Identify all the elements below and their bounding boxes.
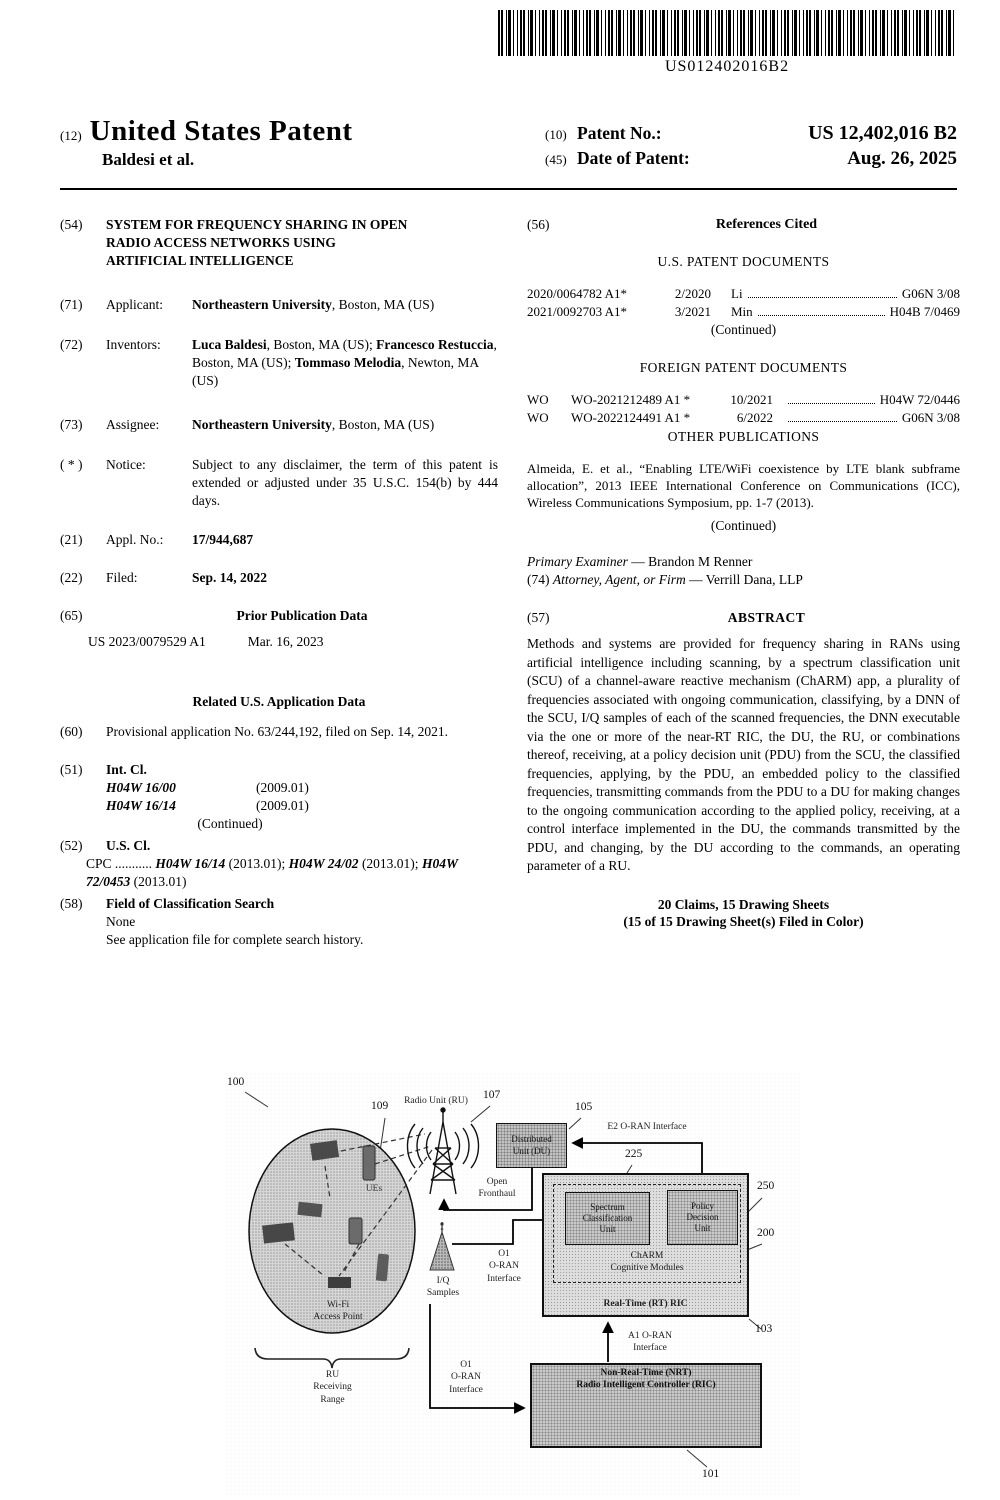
inventor-1: Luca Baldesi	[192, 336, 267, 352]
foreign-ref-row	[527, 391, 960, 408]
foreign-number: WO-2021212489 A1 *	[571, 392, 691, 408]
foreign-ref-row	[527, 409, 960, 426]
us-ref-date: 2/2020	[674, 285, 711, 301]
patent-no-label: Patent No.:	[577, 123, 662, 143]
related-block	[60, 723, 498, 741]
prior-pub-data	[60, 633, 498, 651]
kind-code-prefix: (12)	[60, 128, 82, 143]
open-fronthaul-label	[463, 1176, 531, 1201]
related-num: (60)	[60, 724, 83, 740]
appl-no-block	[60, 531, 498, 549]
claims-line-1: 20 Claims, 15 Drawing Sheets	[657, 896, 830, 912]
du-label-1: Distributed	[511, 1134, 552, 1145]
notice-num: ( * )	[60, 456, 83, 472]
us-ref-class: G06N 3/08	[901, 285, 960, 301]
patent-date: Aug. 26, 2025	[847, 148, 957, 169]
dot-leader	[758, 315, 885, 316]
page-title: United States Patent	[89, 115, 353, 147]
foreign-docs-heading: FOREIGN PATENT DOCUMENTS	[639, 360, 848, 376]
foreign-country: WO	[527, 410, 549, 426]
attorney-line	[527, 571, 960, 589]
a1-label-2: Interface	[633, 1343, 667, 1354]
examiner-line	[527, 553, 960, 571]
uscl-heading-row	[60, 837, 498, 855]
ref-label-225: 225	[625, 1148, 643, 1160]
cpc-block	[60, 855, 498, 891]
abstract-num: (57)	[527, 610, 550, 626]
range-label-2: Receiving	[313, 1382, 352, 1393]
appl-label: Appl. No.:	[106, 532, 164, 548]
applicant-rest: , Boston, MA (US)	[331, 296, 435, 312]
o1-upper-2: O-RAN	[488, 1261, 520, 1272]
assignee-value	[192, 416, 498, 434]
inventors-label: Inventors:	[106, 336, 161, 352]
intcl-code-1: H04W 16/00	[106, 780, 176, 796]
examiner-label: Primary Examiner	[527, 554, 628, 570]
charm-label	[555, 1250, 739, 1275]
iq-label-1: I/Q	[436, 1276, 450, 1286]
field-num: (58)	[60, 895, 83, 911]
a1-interface-label	[613, 1330, 687, 1355]
o1-interface-lower-label	[437, 1359, 495, 1396]
scu-label-3: Unit	[599, 1224, 616, 1235]
refs-heading-row	[527, 216, 960, 235]
us-ref-row	[527, 285, 960, 302]
ref-label-103: 103	[755, 1323, 773, 1335]
inventor-2-loc: , Boston, MA (US);	[192, 336, 497, 370]
left-column	[60, 216, 498, 949]
inventors-block	[60, 336, 498, 390]
ref-label-109: 109	[371, 1100, 389, 1112]
pdu-label-1: Policy	[690, 1200, 714, 1211]
foreign-class: H04W 72/0446	[879, 392, 960, 408]
radio-unit-label: Radio Unit (RU)	[404, 1096, 468, 1106]
intcl-code-2: H04W 16/14	[106, 798, 176, 814]
header-left	[60, 115, 490, 170]
applicant-value	[192, 296, 498, 314]
patent-no-prefix: (10)	[545, 127, 567, 142]
field-content	[106, 895, 498, 949]
filed-value: Sep. 14, 2022	[192, 570, 268, 586]
prior-num: (65)	[60, 608, 83, 624]
o1-lower-1: O1	[460, 1360, 472, 1370]
barcode	[498, 10, 956, 56]
notice-text: Subject to any disclaimer, the term of this patent is extended or adjusted under 35 U.S.C. 154(b) by 444 days.	[192, 456, 498, 508]
barcode-text: US012402016B2	[664, 58, 790, 75]
wifi-ap-label	[303, 1299, 373, 1324]
field-block	[60, 895, 498, 949]
abstract-heading: ABSTRACT	[727, 610, 806, 626]
assignee-name: Northeastern University	[192, 416, 332, 432]
inventor-3-loc: , Newton, MA (US)	[192, 354, 479, 388]
intcl-date-2: (2009.01)	[256, 798, 309, 814]
intcl-label: Int. Cl.	[106, 762, 147, 778]
iq-sampler-antenna-icon	[430, 1222, 454, 1270]
pdu-label-2: Decision	[686, 1211, 719, 1222]
scu-label-2: Classification	[582, 1212, 633, 1223]
ref-label-100: 100	[227, 1076, 245, 1088]
right-column	[527, 216, 960, 931]
cpc-code-1: H04W 16/14	[155, 855, 226, 871]
cpc-code-3: H04W 72/0453	[86, 855, 458, 889]
refs-num: (56)	[527, 217, 550, 232]
us-ref-name: Min	[731, 303, 753, 319]
other-pub-text: Almeida, E. et al., “Enabling LTE/WiFi coexistence by LTE blank subframe allocation”, 2013 IEEE International Conference on Communications (ICC), Wireless Communications Symposium, pp. 1-7 (2013).	[527, 460, 960, 511]
ref-label-105: 105	[575, 1101, 593, 1113]
abstract-heading-row	[527, 609, 960, 627]
foreign-number: WO-2022124491 A1 *	[571, 410, 691, 426]
us-ref-class: H04B 7/0469	[889, 303, 960, 319]
claims-line-2: (15 of 15 Drawing Sheet(s) Filed in Color)	[623, 914, 864, 930]
field-line2: See application file for complete search history.	[106, 931, 364, 947]
e2-interface-label: E2 O-RAN Interface	[607, 1122, 687, 1132]
us-ref-number: 2020/0064782 A1*	[527, 285, 628, 301]
appl-num: (21)	[60, 532, 83, 548]
charm-label-1: ChARM	[630, 1251, 664, 1261]
applicant-num: (71)	[60, 296, 83, 312]
applicant-block	[60, 296, 498, 314]
pdu-label-3: Unit	[694, 1223, 711, 1234]
inventor-line: Baldesi et al.	[102, 150, 195, 169]
prior-heading: Prior Publication Data	[236, 608, 368, 624]
scu-label-1: Spectrum	[590, 1201, 625, 1212]
related-heading: Related U.S. Application Data	[192, 694, 366, 710]
o1-interface-upper-label	[475, 1248, 533, 1285]
wifi-label-1: Wi-Fi	[326, 1300, 350, 1310]
du-label-2: Unit (DU)	[512, 1145, 551, 1156]
us-docs-heading: U.S. PATENT DOCUMENTS	[657, 253, 830, 269]
fronthaul-label-2: Fronthaul	[478, 1189, 516, 1200]
attorney-label: Attorney, Agent, or Firm	[552, 572, 686, 588]
attorney-num: (74)	[527, 572, 550, 588]
cpc-leader-dots: ...........	[114, 855, 153, 871]
filed-label: Filed:	[106, 570, 138, 586]
a1-label-1: A1 O-RAN	[627, 1331, 673, 1341]
inventor-1-loc: , Boston, MA (US);	[266, 336, 377, 352]
o1-upper-3: Interface	[487, 1273, 521, 1284]
foreign-class: G06N 3/08	[901, 410, 960, 426]
attorney-name: — Verrill Dana, LLP	[685, 572, 803, 588]
us-continued: (Continued)	[710, 322, 777, 338]
us-ref-row	[527, 303, 960, 320]
rt-ric-label: Real-Time (RT) RIC	[603, 1299, 688, 1309]
wifi-access-point-icon	[328, 1277, 351, 1288]
invention-title: SYSTEM FOR FREQUENCY SHARING IN OPEN RADIO ACCESS NETWORKS USING ARTIFICIAL INTELLIGENCE	[106, 217, 408, 268]
other-pubs-heading: OTHER PUBLICATIONS	[667, 428, 820, 444]
us-ref-date: 3/2021	[674, 303, 711, 319]
range-label-1: RU	[325, 1370, 340, 1380]
o1-lower-3: Interface	[449, 1384, 483, 1395]
fronthaul-label-1: Open	[486, 1177, 508, 1187]
range-label-3: Range	[320, 1394, 345, 1405]
other-continued: (Continued)	[710, 518, 777, 534]
ref-label-101: 101	[702, 1468, 720, 1480]
header-rule	[60, 188, 957, 190]
related-text: Provisional application No. 63/244,192, filed on Sep. 14, 2021.	[106, 724, 448, 740]
intcl-date-1: (2009.01)	[256, 780, 309, 796]
notice-block	[60, 456, 498, 510]
dot-leader	[788, 403, 875, 404]
inventor-3: Tommaso Melodia	[294, 354, 402, 370]
cpc-date-3: (2013.01)	[130, 873, 187, 889]
field-line1: None	[106, 913, 136, 929]
us-ref-number: 2021/0092703 A1*	[527, 303, 628, 319]
spectrum-classification-unit-box	[565, 1192, 650, 1245]
intcl-num: (51)	[60, 762, 83, 778]
assignee-rest: , Boston, MA (US)	[331, 416, 435, 432]
patent-number: US 12,402,016 B2	[808, 122, 957, 144]
notice-label: Notice:	[106, 456, 146, 472]
policy-decision-unit-box	[667, 1190, 738, 1245]
abstract-text: Methods and systems are provided for frequency sharing in RANs using artificial intelligence including scanning, by a spectrum classification unit (SCU) of a channel-aware reactive mechanism (ChARM) app, a plurality of frequencies associated with ongoing communication, classifying, by a DNN of the SCU, I/Q samples of each of the scanned frequencies, the DNN executable via the one or more of the near-RT RIC, the DU, the RU, or combinations thereof, receiving, at a policy decision unit (PDU) from the SCU, the classified frequencies, applying, by the PDU, an embedded policy to the classified frequencies, transmitting commands from the PDU to a DU for making changes to the ongoing communication according to the applied policy, receiving, at a control interface implemented in the DU, the commands transmitted by the PDU, and changing, by the DU according to the commands, an operating parameter of a RU.	[527, 636, 960, 874]
applicant-label: Applicant:	[106, 296, 163, 312]
figure-1	[225, 1072, 800, 1497]
prior-pub-heading-row	[60, 607, 498, 625]
uscl-num: (52)	[60, 838, 83, 854]
intcl-row-2	[60, 797, 498, 815]
refs-heading: References Cited	[715, 217, 818, 232]
header-right	[545, 122, 957, 173]
cpc-code-2: H04W 24/02	[288, 855, 359, 871]
intcl-continued: (Continued)	[197, 816, 263, 832]
wifi-label-2: Access Point	[313, 1312, 363, 1323]
applicant-name: Northeastern University	[192, 296, 332, 312]
examiner-name: — Brandon M Renner	[627, 554, 753, 570]
o1-lower-2: O-RAN	[450, 1372, 482, 1383]
prior-pub-number: US 2023/0079529 A1	[88, 634, 206, 650]
cpc-date-1: (2013.01);	[225, 855, 289, 871]
ues-label: UEs	[365, 1184, 383, 1194]
nrt-label-2: Radio Intelligent Controller (RIC)	[576, 1379, 716, 1390]
foreign-country: WO	[527, 392, 549, 408]
dot-leader	[788, 421, 897, 422]
us-ref-name: Li	[731, 285, 743, 301]
dot-leader	[748, 297, 897, 298]
intcl-row-1	[60, 779, 498, 797]
iq-samples-label	[413, 1275, 473, 1300]
filed-num: (22)	[60, 570, 83, 586]
intcl-heading-row	[60, 761, 498, 779]
foreign-date: 10/2021	[730, 392, 773, 408]
inventor-2: Francesco Restuccia	[376, 336, 494, 352]
inventors-num: (72)	[60, 336, 83, 352]
iq-label-2: Samples	[426, 1288, 460, 1299]
title-block	[60, 216, 498, 270]
inventors-value	[192, 336, 498, 390]
date-label: Date of Patent:	[577, 148, 690, 168]
ref-label-200: 200	[757, 1227, 775, 1239]
date-prefix: (45)	[545, 152, 567, 167]
assignee-block	[60, 416, 498, 434]
o1-upper-1: O1	[498, 1249, 510, 1259]
nrt-label-1: Non-Real-Time (NRT)	[600, 1368, 692, 1378]
ru-receiving-range-label	[305, 1369, 360, 1406]
nrt-ric-box	[530, 1363, 762, 1448]
appl-value: 17/944,687	[192, 532, 254, 548]
foreign-date: 6/2022	[736, 410, 773, 426]
filed-block	[60, 569, 498, 587]
ref-label-250: 250	[757, 1180, 775, 1192]
uscl-label: U.S. Cl.	[106, 838, 151, 854]
distributed-unit-box	[496, 1123, 567, 1168]
field-label: Field of Classification Search	[106, 895, 275, 911]
title-num: (54)	[60, 217, 83, 232]
ref-label-107: 107	[483, 1089, 501, 1101]
assignee-num: (73)	[60, 416, 83, 432]
charm-label-2: Cognitive Modules	[610, 1263, 684, 1274]
ru-range-brace	[255, 1348, 409, 1368]
assignee-label: Assignee:	[106, 416, 160, 432]
cpc-label: CPC	[86, 855, 112, 871]
prior-pub-date: Mar. 16, 2023	[247, 634, 324, 650]
cpc-date-2: (2013.01);	[358, 855, 422, 871]
